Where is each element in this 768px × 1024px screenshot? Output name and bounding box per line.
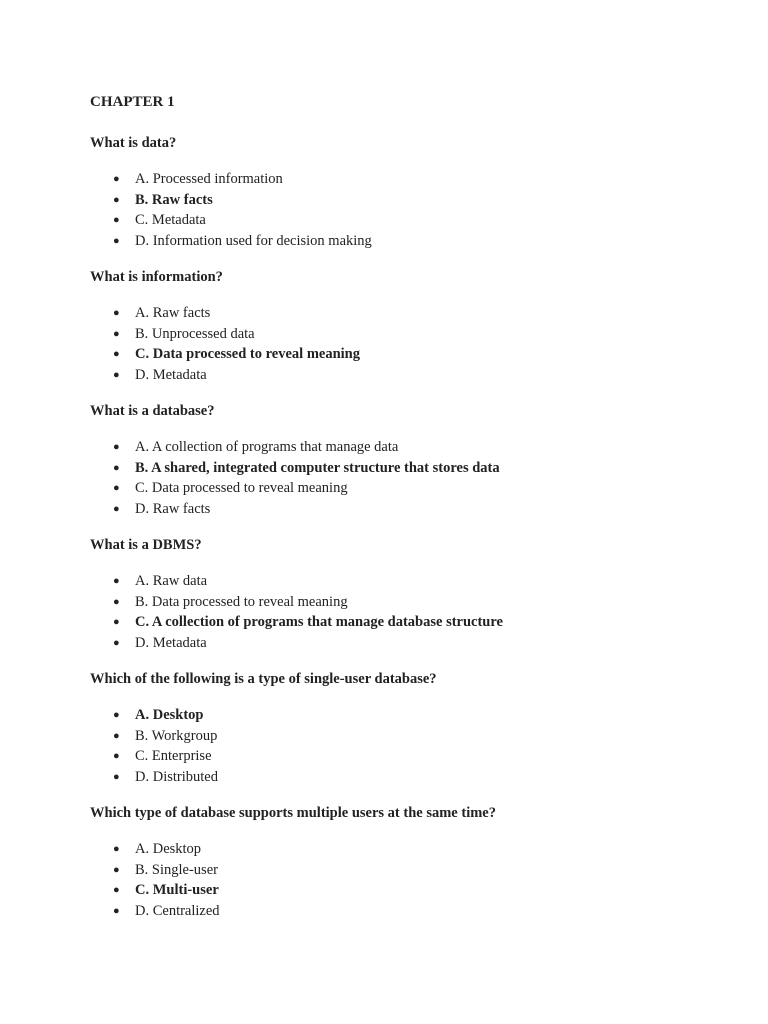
bullet-icon: ●	[113, 327, 120, 340]
option-text: B. Raw facts	[135, 191, 213, 208]
question-block	[90, 134, 730, 252]
option-item	[90, 571, 730, 592]
option-text: D. Metadata	[135, 367, 207, 384]
option-item	[90, 437, 730, 458]
option-text: D. Metadata	[135, 635, 207, 652]
bullet-icon: ●	[113, 348, 120, 361]
option-item	[90, 231, 730, 252]
option-text: D. Raw facts	[135, 501, 211, 518]
option-list	[90, 437, 730, 520]
option-item	[90, 726, 730, 747]
option-text: B. Workgroup	[135, 727, 218, 744]
bullet-icon: ●	[113, 771, 120, 784]
option-text: A. Desktop	[135, 841, 202, 857]
question-text: What is information?	[90, 269, 223, 285]
option-item	[90, 303, 730, 324]
option-item-correct	[90, 344, 730, 365]
bullet-icon: ●	[113, 235, 120, 248]
bullet-icon: ●	[113, 441, 120, 453]
bullet-icon: ●	[113, 884, 120, 897]
option-text: C. Data processed to reveal meaning	[135, 346, 360, 363]
option-item	[90, 210, 730, 231]
bullet-icon: ●	[113, 905, 120, 918]
bullet-icon: ●	[113, 595, 120, 608]
bullet-icon: ●	[113, 729, 120, 742]
option-text: D. Centralized	[135, 903, 220, 920]
option-text: B. Unprocessed data	[135, 325, 255, 342]
bullet-icon: ●	[113, 193, 120, 206]
option-text: A. Processed information	[135, 171, 283, 187]
question-block	[90, 670, 730, 788]
option-text: C. Data processed to reveal meaning	[135, 480, 348, 497]
option-list	[90, 571, 730, 654]
option-text: A. Raw data	[135, 573, 208, 589]
bullet-icon: ●	[113, 482, 120, 495]
option-item	[90, 324, 730, 345]
option-item	[90, 592, 730, 613]
bullet-icon: ●	[113, 173, 120, 185]
option-list	[90, 839, 730, 922]
option-text: A. Desktop	[135, 707, 204, 723]
bullet-icon: ●	[113, 750, 120, 763]
question-text: What is a DBMS?	[90, 537, 202, 553]
option-item	[90, 478, 730, 499]
bullet-icon: ●	[113, 575, 120, 587]
bullet-icon: ●	[113, 863, 120, 876]
option-text: A. Raw facts	[135, 305, 211, 321]
chapter-heading: CHAPTER 1	[90, 94, 175, 110]
option-item-correct	[90, 190, 730, 211]
option-text: C. Enterprise	[135, 748, 212, 765]
bullet-icon: ●	[113, 503, 120, 516]
option-item-correct	[90, 705, 730, 726]
option-list	[90, 169, 730, 252]
bullet-icon: ●	[113, 214, 120, 227]
bullet-icon: ●	[113, 843, 120, 855]
question-block	[90, 402, 730, 520]
question-block	[90, 804, 730, 922]
question-text: What is data?	[90, 135, 177, 151]
bullet-icon: ●	[113, 307, 120, 319]
option-item	[90, 499, 730, 520]
option-item	[90, 746, 730, 767]
option-text: A. A collection of programs that manage data	[135, 439, 399, 455]
option-item	[90, 633, 730, 654]
question-text: What is a database?	[90, 403, 215, 419]
bullet-icon: ●	[113, 616, 120, 629]
option-item-correct	[90, 458, 730, 479]
option-item	[90, 767, 730, 788]
option-list	[90, 303, 730, 386]
option-text: B. Single-user	[135, 861, 218, 878]
option-text: B. Data processed to reveal meaning	[135, 593, 348, 610]
option-text: C. Metadata	[135, 212, 206, 229]
bullet-icon: ●	[113, 461, 120, 474]
option-text: D. Distributed	[135, 769, 218, 786]
question-block	[90, 536, 730, 654]
option-item-correct	[90, 880, 730, 901]
bullet-icon: ●	[113, 709, 120, 721]
option-item	[90, 860, 730, 881]
option-text: B. A shared, integrated computer structure that stores data	[135, 459, 500, 476]
bullet-icon: ●	[113, 637, 120, 650]
question-block	[90, 268, 730, 386]
option-list	[90, 705, 730, 788]
option-item	[90, 839, 730, 860]
option-text: C. Multi-user	[135, 882, 219, 899]
option-item-correct	[90, 612, 730, 633]
option-item	[90, 169, 730, 190]
option-text: C. A collection of programs that manage database structure	[135, 614, 503, 631]
question-text: Which type of database supports multiple users at the same time?	[90, 805, 496, 821]
bullet-icon: ●	[113, 369, 120, 382]
option-item	[90, 365, 730, 386]
option-text: D. Information used for decision making	[135, 233, 372, 250]
option-item	[90, 901, 730, 922]
question-text: Which of the following is a type of single-user database?	[90, 671, 437, 687]
